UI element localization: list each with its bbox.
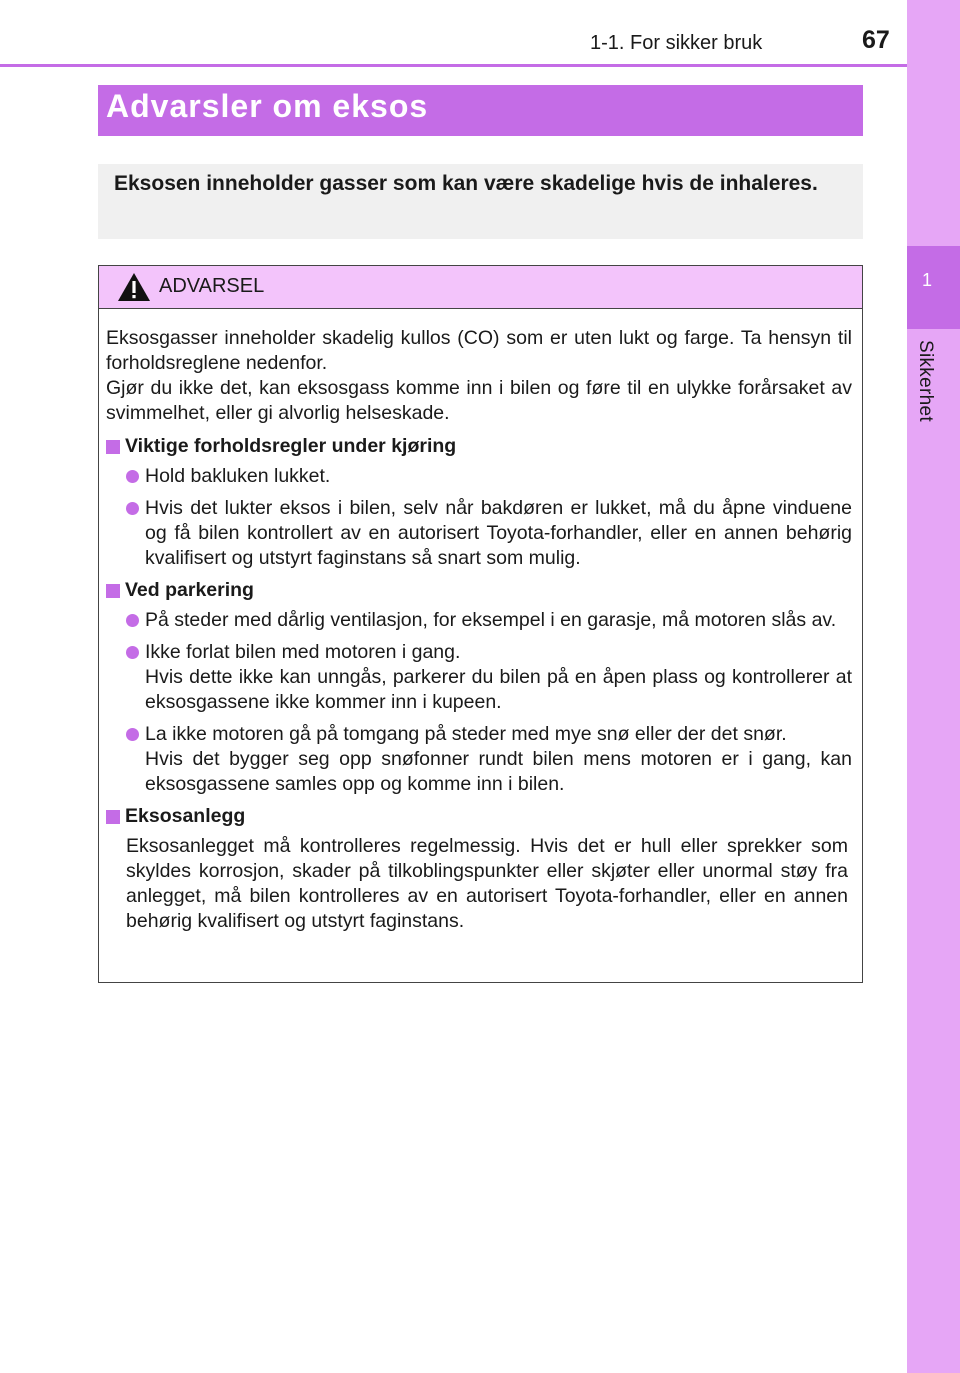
section-heading: Viktige forholdsregler under kjøring — [106, 434, 852, 459]
page-number: 67 — [862, 26, 890, 54]
warning-body — [99, 309, 862, 934]
chapter-number: 1 — [921, 270, 932, 290]
list-item: På steder med dårlig ventilasjon, for eksempel i en garasje, må motoren slås av. — [126, 608, 852, 633]
circle-bullet-icon — [126, 470, 139, 483]
section-heading: Ved parkering — [106, 578, 852, 603]
list-item: Ikke forlat bilen med motoren i gang. Hvis dette ikke kan unngås, parkerer du bilen på en åpen plass og kontrollerer at eksosgassene ikke kommer inn i kupeen. — [126, 640, 852, 715]
side-tab — [907, 0, 960, 1373]
page-title: Advarsler om eksos — [106, 88, 429, 124]
circle-bullet-icon — [126, 502, 139, 515]
intro-text: Eksosen inneholder gasser som kan være skadelige hvis de inhaleres. — [114, 172, 818, 195]
section-heading: Eksosanlegg — [106, 804, 852, 829]
warning-box — [98, 265, 863, 983]
list-item: Hold bakluken lukket. — [126, 464, 852, 489]
circle-bullet-icon — [126, 614, 139, 627]
warning-triangle-icon — [117, 272, 151, 302]
circle-bullet-icon — [126, 646, 139, 659]
warning-header — [99, 266, 862, 309]
warning-title: ADVARSEL — [159, 275, 265, 297]
list-item: La ikke motoren gå på tomgang på steder med mye snø eller der det snør. Hvis det bygger seg opp snøfonner rundt bilen mens motoren er i gang, kan eksosgassene samles opp og komme inn i bilen. — [126, 722, 852, 797]
list-item: Hvis det lukter eksos i bilen, selv når bakdøren er lukket, må du åpne vinduene og få bilen kontrollert av en autorisert Toyota-forhandler, eller en annen behørig kvalifisert og utstyrt faginstans så snart som mulig. — [126, 496, 852, 571]
intro-box — [98, 164, 863, 239]
warning-paragraph: Eksosgasser inneholder skadelig kullos (CO) som er uten lukt og farge. Ta hensyn til forholdsreglene nedenfor. — [106, 327, 852, 374]
square-bullet-icon — [106, 810, 120, 824]
header-section: 1-1. For sikker bruk — [590, 32, 763, 54]
circle-bullet-icon — [126, 728, 139, 741]
square-bullet-icon — [106, 584, 120, 598]
square-bullet-icon — [106, 440, 120, 454]
section-body: Eksosanlegget må kontrolleres regelmessig. Hvis det er hull eller sprekker som skyldes korrosjon, skader på tilkoblingspunkter eller skjøter eller unormal støy fra anlegget, må bilen kontrolleres av en autorisert Toyota-forhandler, eller en annen behørig kvalifisert og utstyrt faginstans. — [126, 835, 848, 932]
header-rule — [0, 64, 907, 67]
chapter-label: Sikkerhet — [915, 340, 936, 422]
warning-paragraph: Gjør du ikke det, kan eksosgass komme inn i bilen og føre til en ulykke forårsaket av svimmelhet, eller gi alvorlig helseskade. — [106, 377, 852, 424]
